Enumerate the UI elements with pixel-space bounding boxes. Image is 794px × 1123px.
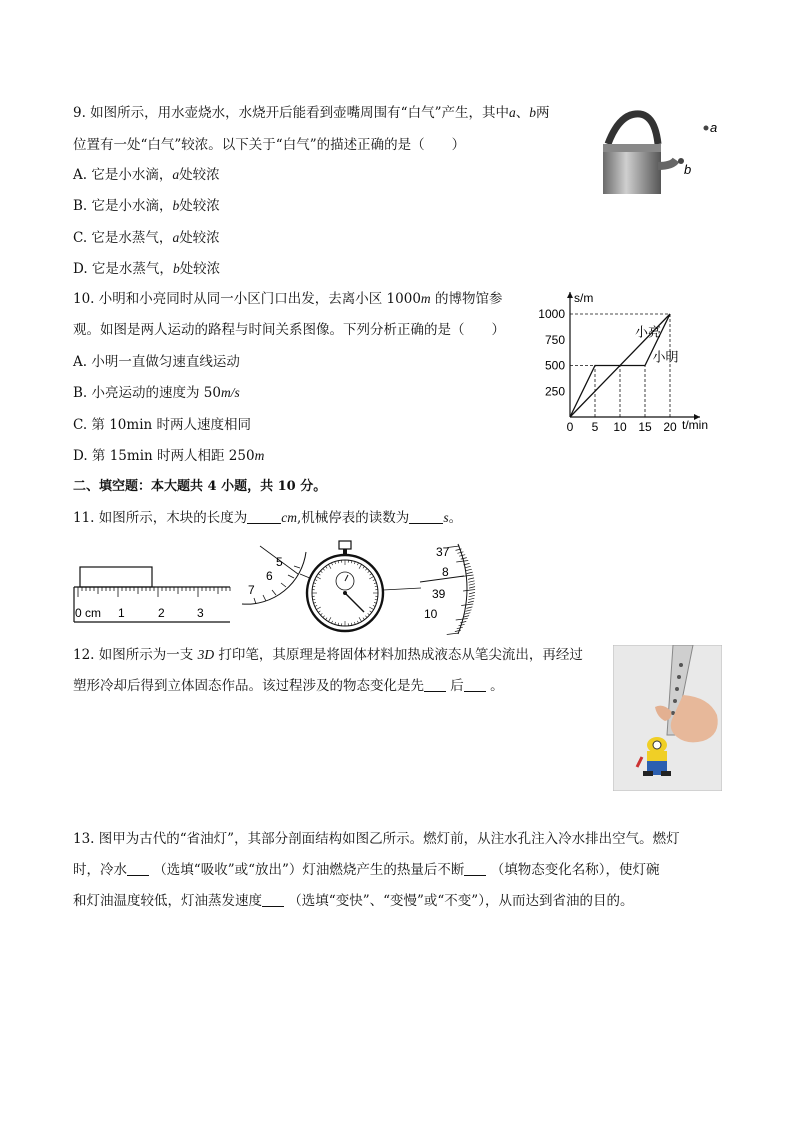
scale-label-8: 8 (442, 565, 449, 579)
q11-blank-time[interactable] (409, 509, 443, 524)
dial-label-5: 5 (276, 555, 283, 569)
kettle-figure (600, 104, 728, 198)
ruler-label-2: 2 (158, 606, 165, 620)
q9-line2: 位置有一处“白气”较浓。以下关于“白气”的描述正确的是（ ） (73, 137, 466, 153)
q10-line1: 10. 小明和小亮同时从同一小区门口出发，去离小区 1000m 的博物馆参 (73, 291, 503, 307)
y-tick-label: 750 (544, 332, 565, 347)
point-a (704, 126, 709, 131)
q12-blank-2[interactable] (464, 677, 486, 692)
scale-tick (469, 587, 475, 589)
st-chart (530, 285, 730, 435)
scale-tick (469, 592, 475, 594)
y-tick-label: 250 (544, 384, 565, 399)
q12-line2: 塑形冷却后得到立体固态作品。该过程涉及的物态变化是先 后 。 (73, 678, 504, 694)
kettle-handle (608, 114, 658, 144)
x-tick-label: 5 (591, 420, 599, 434)
scale-tick (456, 619, 468, 621)
scale-tick (468, 601, 474, 603)
scale-tick (456, 561, 468, 563)
series-label-xiaoliang: 小亮 (635, 324, 662, 340)
y-tick-label: 500 (544, 358, 565, 373)
scale-tick (469, 581, 475, 583)
q10-option-d[interactable]: D. 第 15min 时两人相距 250m (73, 448, 265, 464)
q12-line1: 12. 如图所示为一支 3D 打印笔，其原理是将固体材料加热成液态从笔尖流出，再经过 (73, 647, 583, 663)
stopwatch-figure (236, 538, 476, 638)
scale-tick (461, 558, 467, 560)
scale-tick (447, 633, 459, 635)
x-axis-label: t/min (682, 418, 709, 432)
3d-pen-photo (613, 645, 722, 791)
stopwatch-crown (339, 541, 351, 549)
ruler-label-1: 1 (118, 606, 125, 620)
q10-option-b[interactable]: B. 小亮运动的速度为 50m/s (73, 385, 240, 401)
q13-line2: 时，冷水 （选填“吸收”或“放出”）灯油燃烧产生的热量后不断 （填物态变化名称），使灯碗 (73, 862, 660, 878)
q11-line: 11. 如图所示，木块的长度为 cm,机械停表的读数为 s。 (73, 510, 463, 526)
x-tick-label: 15 (638, 420, 652, 434)
ruler-label-0: 0 cm (75, 606, 102, 620)
scale-tick (465, 610, 471, 612)
y-tick-label: 1000 (538, 307, 565, 321)
scale-tick (463, 590, 475, 592)
scale-label-37: 37 (436, 545, 450, 559)
q9-option-b[interactable]: B. 它是小水滴，b处较浓 (73, 198, 220, 214)
scale-tick (468, 598, 474, 600)
scale-tick (466, 607, 472, 609)
x-tick-label: 10 (613, 420, 627, 434)
q10-line2: 观。如图是两人运动的路程与时间关系图像。下列分析正确的是（ ） (73, 322, 505, 338)
q9-option-a[interactable]: A. 它是小水滴，a处较浓 (73, 167, 220, 183)
q11-blank-length[interactable] (247, 509, 281, 524)
q13-line3: 和灯油温度较低，灯油蒸发速度 （选填“变快”、“变慢”或“不变”），从而达到省油的目的。 (73, 893, 634, 909)
y-axis-label: s/m (574, 291, 594, 305)
label-a: a (710, 120, 718, 135)
q13-blank-1[interactable] (127, 861, 149, 876)
scale-tick (465, 566, 471, 568)
y-axis-arrow (567, 292, 573, 298)
q13-line1: 13. 图甲为古代的“省油灯”，其部分剖面结构如图乙所示。燃灯前，从注水孔注入冷水排出空气。燃灯 (73, 831, 680, 847)
q12-blank-1[interactable] (424, 677, 446, 692)
x-tick-label: 20 (663, 420, 677, 434)
q9-line1: 9. 如图所示，用水壶烧水，水烧开后能看到壶嘴周围有“白气”产生，其中a、b两 (73, 105, 550, 121)
scale-tick (467, 572, 473, 574)
scale-label-39: 39 (432, 587, 446, 601)
dial-label-6: 6 (266, 569, 273, 583)
ruler-label-3: 3 (197, 606, 204, 620)
ruler-ticks (78, 587, 230, 597)
right-scale-ticks (447, 546, 475, 635)
chart-axes (567, 292, 700, 420)
q9-option-d[interactable]: D. 它是水蒸气，b处较浓 (73, 261, 221, 277)
label-b: b (684, 162, 692, 177)
scale-tick (466, 569, 472, 571)
scale-tick (468, 578, 474, 580)
scale-tick (460, 621, 466, 623)
scale-tick (464, 613, 470, 615)
scale-label-10: 10 (424, 607, 438, 621)
q10-option-c[interactable]: C. 第 10min 时两人速度相同 (73, 417, 252, 433)
scale-tick (469, 595, 475, 597)
wood-block (80, 567, 152, 587)
q10-option-a[interactable]: A. 小明一直做匀速直线运动 (73, 354, 240, 370)
q13-blank-2[interactable] (464, 861, 486, 876)
scale-tick (457, 552, 463, 554)
q9-option-c[interactable]: C. 它是水蒸气，a处较浓 (73, 230, 220, 246)
section2-title: 二、填空题：本大题共 4 小题，共 10 分。 (73, 479, 327, 494)
dial-label-7: 7 (248, 583, 255, 597)
scale-tick (461, 604, 473, 606)
q13-blank-3[interactable] (262, 892, 284, 907)
ruler-figure (72, 560, 232, 624)
series-label-xiaoming: 小明 (652, 349, 679, 365)
scale-tick (469, 584, 475, 586)
scale-tick (455, 630, 461, 632)
x-tick-label: 0 (566, 420, 574, 434)
